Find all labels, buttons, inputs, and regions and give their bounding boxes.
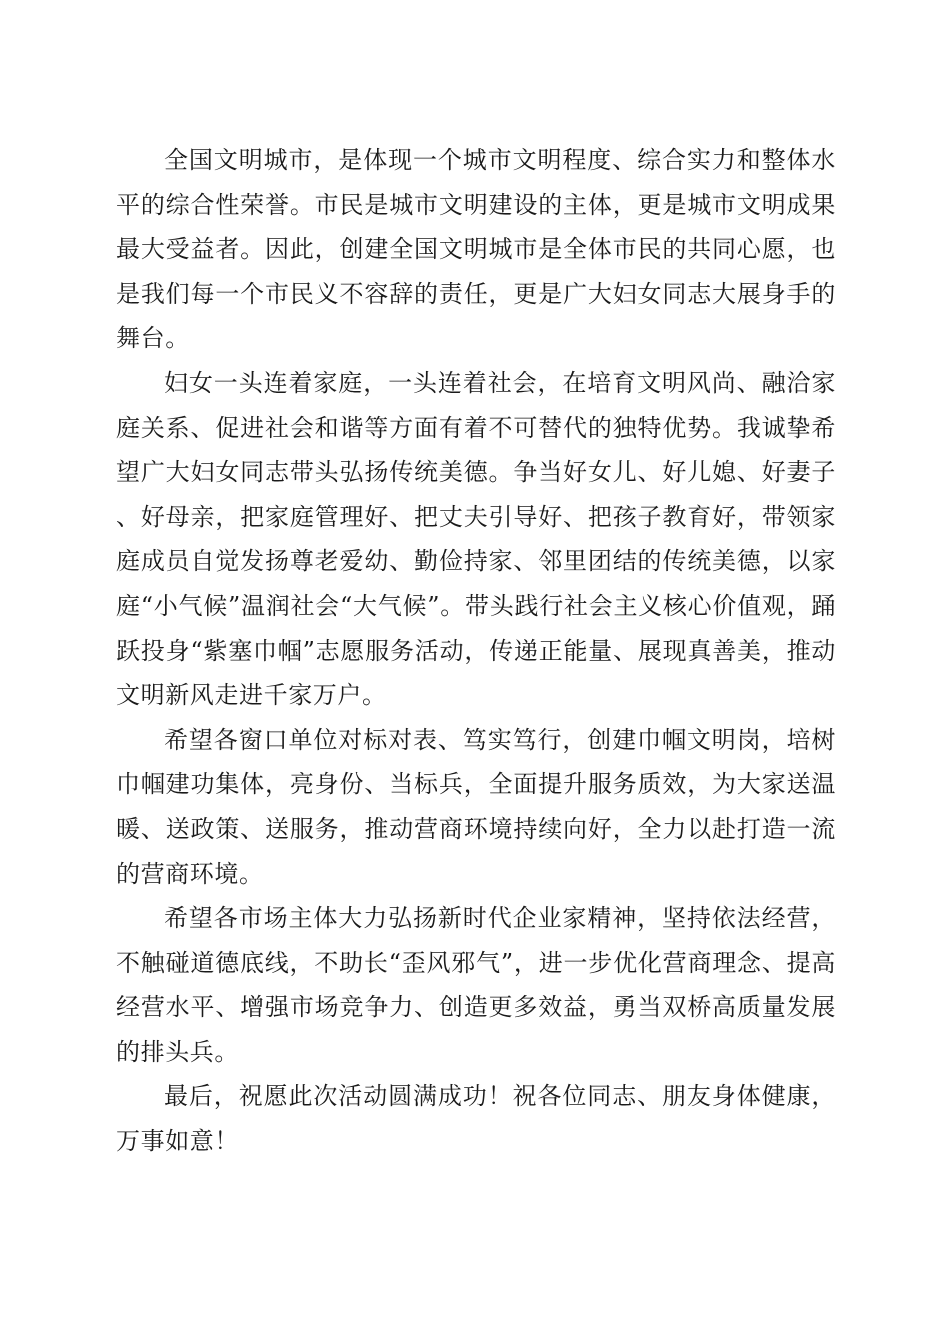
paragraph-women-family: 妇女一头连着家庭，一头连着社会，在培育文明风尚、融洽家庭关系、促进社会和谐等方面有着不可替代的独特优势。我诚挚希望广大妇女同志带头弘扬传统美德。争当好女儿、好儿媳、好妻子、好母亲，把家庭管理好、把丈夫引导好、把孩子教育好，带领家庭成员自觉发扬尊老爱幼、勤俭持家、邻里团结的传统美德，以家庭“小气候”温润社会“大气候”。带头践行社会主义核心价值观，踊跃投身“紫塞巾帼”志愿服务活动，传递正能量、展现真善美，推动文明新风走进千家万户。 (116, 368, 836, 710)
paragraph-market-entities: 希望各市场主体大力弘扬新时代企业家精神，坚持依法经营，不触碰道德底线，不助长“歪风邪气”，进一步优化营商理念、提高经营水平、增强市场竞争力、创造更多效益，勇当双桥高质量发展的排头兵。 (116, 904, 836, 1066)
document-body (116, 138, 836, 1164)
paragraph-service-windows: 希望各窗口单位对标对表、笃实笃行，创建巾帼文明岗，培树巾帼建功集体，亮身份、当标兵，全面提升服务质效，为大家送温暖、送政策、送服务，推动营商环境持续向好，全力以赴打造一流的营商环境。 (116, 725, 836, 888)
paragraph-closing-wishes: 最后，祝愿此次活动圆满成功！祝各位同志、朋友身体健康，万事如意！ (116, 1082, 836, 1156)
paragraph-civilized-city: 全国文明城市，是体现一个城市文明程度、综合实力和整体水平的综合性荣誉。市民是城市文明建设的主体，更是城市文明成果最大受益者。因此，创建全国文明城市是全体市民的共同心愿，也是我们每一个市民义不容辞的责任，更是广大妇女同志大展身手的舞台。 (116, 146, 836, 353)
